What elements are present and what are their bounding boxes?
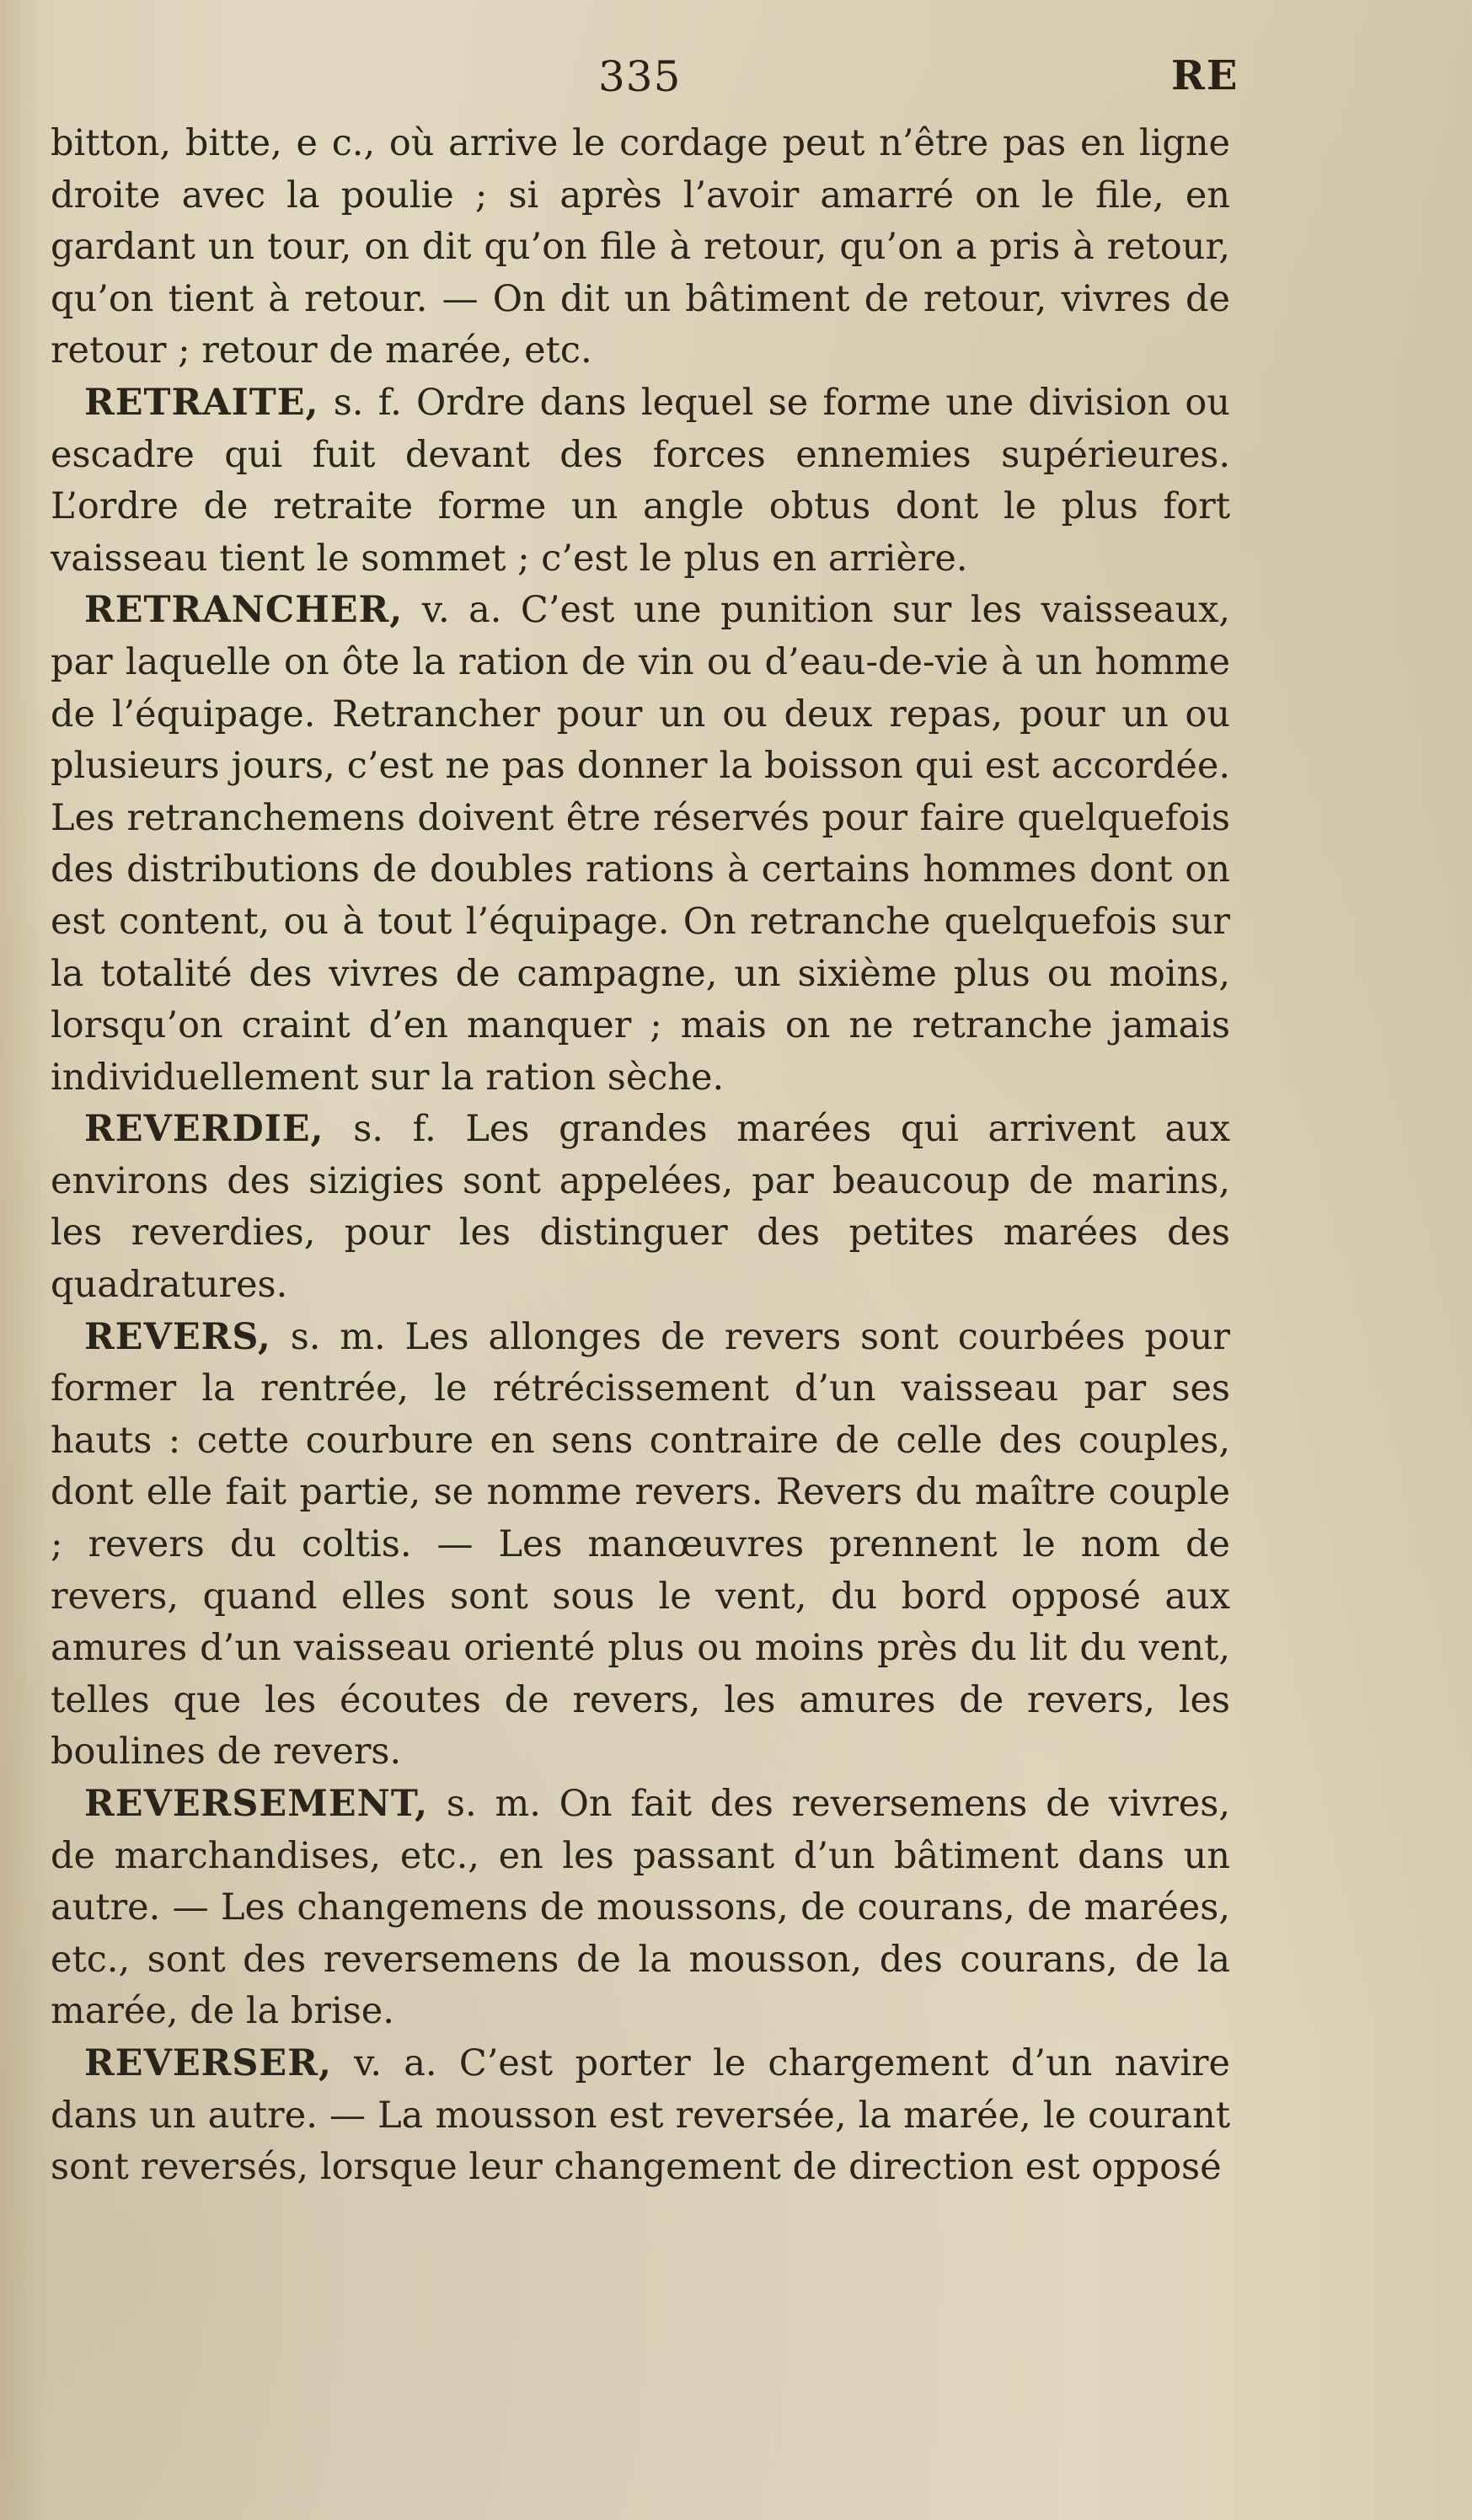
entry-text: s. m. Les allonges de revers sont courbées pour former la rentrée, le rétrécissement d’un vaisseau par ses hauts : cette courbure en sens contraire de celle des couples, dont elle fait partie, se nomme revers. Revers du maître couple ; revers du coltis. — Les manœuvres prennent le nom de revers, quand elles sont sous le vent, du bord opposé aux amures d’un vaisseau orienté plus ou moins près du lit du vent, telles que les écoutes de revers, les amures de revers, les boulines de revers. [51, 1315, 1230, 1774]
entry-text: bitton, bitte, e c., où arrive le cordage peut n’être pas en ligne droite avec la poulie ; si après l’avoir amarré on le file, en gardant un tour, on dit qu’on file à retour, qu’on a pris à retour, qu’on tient à retour. — On dit un bâtiment de retour, vivres de retour ; retour de marée, etc. [51, 122, 1230, 372]
entry-reversement [51, 1779, 1230, 2038]
entry-headword: REVERS, [84, 1315, 271, 1358]
entry-reverdie [51, 1104, 1230, 1311]
entry-text: s. f. Ordre dans lequel se forme une division ou escadre qui fuit devant des forces ennemies supérieures. L’ordre de retraite forme un angle obtus dont le plus fort vaisseau tient le sommet ; c’est le plus en arrière. [51, 381, 1230, 580]
entry-headword: REVERSEMENT, [84, 1783, 429, 1825]
entry-text: s. m. On fait des reversemens de vivres, de marchandises, etc., en les passant d’un bâtiment dans un autre. — Les changemens de moussons, de courans, de marées, etc., sont des reversemens de la mousson, des courans, de la marée, de la brise. [51, 1783, 1230, 2033]
entry-headword: RETRAITE, [84, 381, 319, 424]
entry-headword: REVERDIE, [84, 1108, 324, 1151]
entry-text: s. f. Les grandes marées qui arrivent aux environs des sizigies sont appelées, par beaucoup de marins, les reverdies, pour les distinguer des petites marées des quadratures. [51, 1108, 1230, 1307]
entry-text: v. a. C’est une punition sur les vaisseaux, par laquelle on ôte la ration de vin ou d’eau-de-vie à un homme de l’équipage. Retrancher pour un ou deux repas, pour un ou plusieurs jours, c’est ne pas donner la boisson qui est accordée. Les retranchemens doivent être réservés pour faire quelquefois des distributions de doubles rations à certains hommes dont on est content, ou à tout l’équipage. On retranche quelquefois sur la totalité des vivres de campagne, un sixième plus ou moins, lorsqu’on craint d’en manquer ; mais on ne retranche jamais individuellement sur la ration sèche. [51, 589, 1230, 1099]
entry-revers [51, 1312, 1230, 1779]
entry-retrancher [51, 585, 1230, 1104]
entry-reverser [51, 2038, 1230, 2194]
entry-headword: REVERSER, [84, 2041, 332, 2084]
dictionary-text [51, 118, 1230, 2194]
entry-retraite [51, 377, 1230, 585]
page-number: 335 [598, 52, 682, 101]
page-header [51, 52, 1239, 120]
entry-continuation [51, 118, 1230, 377]
entry-text: v. a. C’est porter le chargement d’un navire dans un autre. — La mousson est reversée, la marée, le courant sont reversés, lorsque leur changement de direction est opposé [51, 2041, 1230, 2189]
running-head: RE [1171, 52, 1239, 99]
entry-headword: RETRANCHER, [84, 589, 404, 632]
